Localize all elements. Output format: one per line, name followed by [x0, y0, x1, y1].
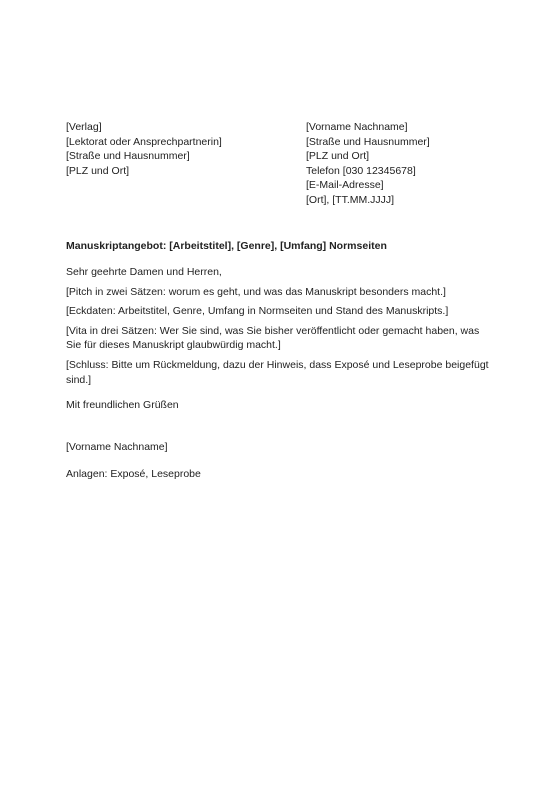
- sender-name: [Vorname Nachname]: [306, 121, 408, 133]
- subject-line: Manuskriptangebot: [Arbeitstitel], [Genre], [Umfang] Normseiten: [66, 240, 387, 252]
- letter-body: [66, 265, 496, 392]
- salutation: Sehr geehrte Damen und Herren,: [66, 266, 222, 278]
- recipient-contact: [Lektorat oder Ansprechpartnerin]: [66, 135, 222, 148]
- recipient-address-block: [66, 120, 222, 178]
- attachments-line: Anlagen: Exposé, Leseprobe: [66, 468, 201, 480]
- sender-street: [Straße und Hausnummer]: [306, 135, 430, 148]
- paragraph-facts: [Eckdaten: Arbeitstitel, Genre, Umfang in Normseiten und Stand des Manuskripts.]: [66, 305, 449, 318]
- sender-place-date: [Ort], [TT.MM.JJJJ]: [306, 193, 395, 206]
- recipient-city: [PLZ und Ort]: [66, 164, 130, 177]
- sender-city: [PLZ und Ort]: [306, 150, 370, 163]
- recipient-street: [Straße und Hausnummer]: [66, 150, 190, 163]
- sender-phone: Telefon [030 12345678]: [306, 164, 416, 177]
- closing-phrase: Mit freundlichen Grüßen: [66, 399, 179, 411]
- signature-name: [Vorname Nachname]: [66, 441, 168, 453]
- sender-address-block: [306, 120, 430, 208]
- paragraph-closing-request: [Schluss: Bitte um Rückmeldung, dazu der Hinweis, dass Exposé und Leseprobe beigefügt sind.]: [66, 358, 489, 386]
- sender-email: [E-Mail-Adresse]: [306, 179, 384, 192]
- paragraph-bio: [Vita in drei Sätzen: Wer Sie sind, was Sie bisher veröffentlicht oder gemacht haben, was Sie für dieses Manuskript glaubwürdig macht.]: [66, 324, 480, 352]
- recipient-publisher: [Verlag]: [66, 121, 102, 133]
- paragraph-pitch: [Pitch in zwei Sätzen: worum es geht, und was das Manuskript besonders macht.]: [66, 285, 446, 298]
